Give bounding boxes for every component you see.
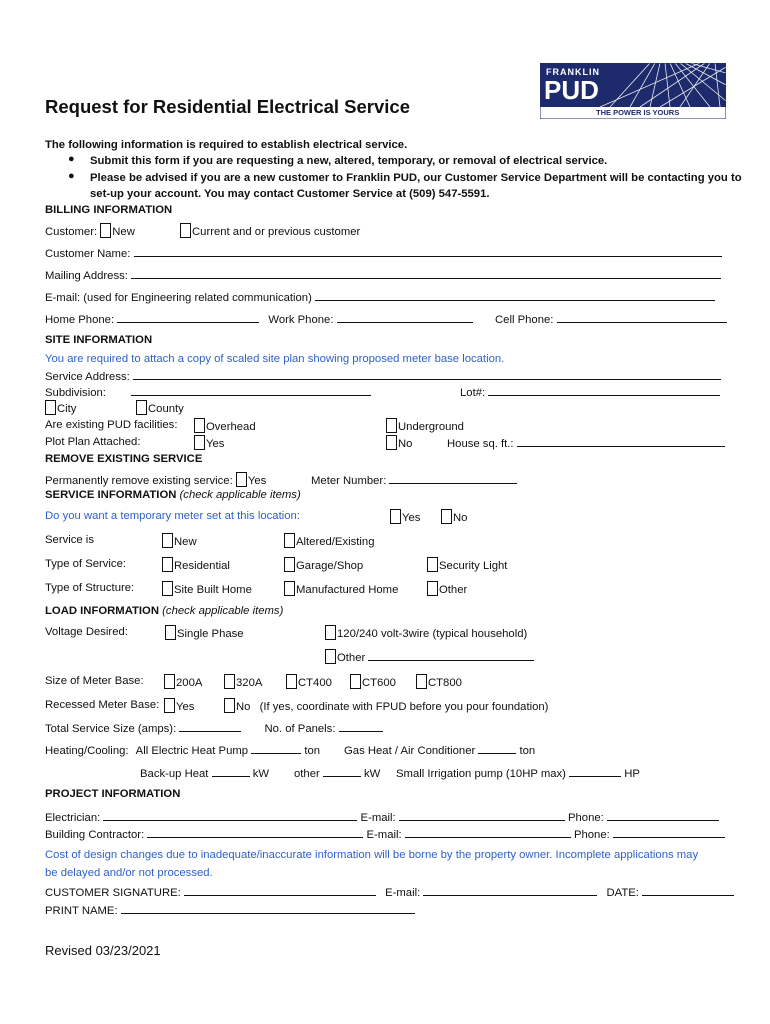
all-electric-label: All Electric Heat Pump xyxy=(135,745,249,757)
cell-phone-field[interactable] xyxy=(557,311,727,323)
electrician-phone-field[interactable] xyxy=(607,809,719,821)
date-field[interactable] xyxy=(642,884,734,896)
temp-no-option xyxy=(441,509,467,525)
mailing-address-field[interactable] xyxy=(131,267,721,279)
contractor-email-label: E-mail: xyxy=(366,829,402,841)
other-kw-field[interactable] xyxy=(323,765,361,777)
site-built-option xyxy=(162,581,252,597)
contractor-email-field[interactable] xyxy=(405,826,571,838)
size-320-label: 320A xyxy=(236,677,263,689)
security-light-label: Security Light xyxy=(439,560,508,572)
other-kw-label: other xyxy=(294,768,320,780)
signature-email-label: E-mail: xyxy=(385,887,421,899)
residential-label: Residential xyxy=(174,560,230,572)
single-phase-checkbox[interactable] xyxy=(165,625,176,640)
recessed-note: (If yes, coordinate with FPUD before you pour foundation) xyxy=(259,701,549,713)
recessed-yes-option xyxy=(164,698,194,714)
house-sqft-row xyxy=(447,435,725,451)
plot-yes-option xyxy=(194,435,224,451)
service-new-option xyxy=(162,533,197,549)
bullet-icon: ● xyxy=(68,153,75,165)
house-sqft-field[interactable] xyxy=(517,435,725,447)
overhead-label: Overhead xyxy=(206,421,256,433)
current-customer-checkbox[interactable] xyxy=(180,223,191,238)
garage-label: Garage/Shop xyxy=(296,560,364,572)
service-address-label: Service Address: xyxy=(45,371,130,383)
manufactured-checkbox[interactable] xyxy=(284,581,295,596)
residential-option xyxy=(162,557,230,573)
security-light-option xyxy=(427,557,507,573)
mailing-address-row xyxy=(45,267,721,283)
heating-row xyxy=(45,742,320,758)
revised-date: Revised 03/23/2021 xyxy=(45,943,161,958)
service-address-field[interactable] xyxy=(133,368,721,380)
service-new-label: New xyxy=(174,536,197,548)
irrigation-row xyxy=(396,765,640,781)
gas-heat-ton: ton xyxy=(519,745,536,757)
lot-label: Lot#: xyxy=(460,387,486,399)
bullet-icon: ● xyxy=(68,170,75,182)
service-altered-option xyxy=(284,533,375,549)
panels-field[interactable] xyxy=(339,720,383,732)
customer-type-row xyxy=(45,223,135,239)
other-kw-unit: kW xyxy=(364,768,381,780)
contractor-field[interactable] xyxy=(147,826,363,838)
work-phone-label: Work Phone: xyxy=(268,314,334,326)
total-size-row xyxy=(45,720,383,736)
size-200-label: 200A xyxy=(176,677,203,689)
type-structure-label: Type of Structure: xyxy=(45,582,135,594)
size-320-option xyxy=(224,674,262,690)
voltage-other-checkbox[interactable] xyxy=(325,649,336,664)
size-320-checkbox[interactable] xyxy=(224,674,235,689)
site-heading: SITE INFORMATION xyxy=(45,334,153,346)
mailing-address-label: Mailing Address: xyxy=(45,270,128,282)
overhead-checkbox[interactable] xyxy=(194,418,205,433)
signature-row xyxy=(45,884,734,900)
cell-phone-label: Cell Phone: xyxy=(495,314,554,326)
page-title: Request for Residential Electrical Service xyxy=(45,96,411,117)
perm-remove-row xyxy=(45,472,266,488)
backup-heat-label: Back-up Heat xyxy=(140,768,209,780)
electrician-field[interactable] xyxy=(103,809,357,821)
temp-yes-option xyxy=(390,509,420,525)
cell-phone-row xyxy=(495,311,727,327)
gas-heat-field[interactable] xyxy=(478,742,516,754)
billing-heading: BILLING INFORMATION xyxy=(45,204,173,216)
residential-checkbox[interactable] xyxy=(162,557,173,572)
underground-checkbox[interactable] xyxy=(386,418,397,433)
subdivision-row xyxy=(45,384,371,400)
temp-no-checkbox[interactable] xyxy=(441,509,452,524)
ct400-option xyxy=(286,674,332,690)
intro-bullet-2b: set-up your account. You may contact Customer Service at (509) 547-5591. xyxy=(90,188,490,200)
project-heading: PROJECT INFORMATION xyxy=(45,788,181,800)
current-customer-label: Current and or previous customer xyxy=(192,226,361,238)
logo-main-text: PUD xyxy=(544,75,599,105)
pud-facilities-label: Are existing PUD facilities: xyxy=(45,419,178,431)
phones-row xyxy=(45,311,473,327)
load-heading: LOAD INFORMATION xyxy=(45,605,160,617)
service-altered-label: Altered/Existing xyxy=(296,536,375,548)
city-label: City xyxy=(57,403,77,415)
new-customer-checkbox[interactable] xyxy=(100,223,111,238)
email-row xyxy=(45,289,715,305)
load-heading-row xyxy=(45,604,283,618)
ct600-label: CT600 xyxy=(362,677,396,689)
intro-lead: The following information is required to establish electrical service. xyxy=(45,139,408,151)
signature-field[interactable] xyxy=(184,884,376,896)
service-is-label: Service is xyxy=(45,534,94,546)
temp-no-label: No xyxy=(453,512,468,524)
county-option xyxy=(136,400,184,416)
total-size-label: Total Service Size (amps): xyxy=(45,723,177,735)
remove-heading: REMOVE EXISTING SERVICE xyxy=(45,453,203,465)
voltage-other-field[interactable] xyxy=(368,649,534,661)
site-built-label: Site Built Home xyxy=(174,584,252,596)
recessed-yes-checkbox[interactable] xyxy=(164,698,175,713)
garage-checkbox[interactable] xyxy=(284,557,295,572)
plot-yes-label: Yes xyxy=(206,438,225,450)
work-phone-field[interactable] xyxy=(337,311,473,323)
volt-120-checkbox[interactable] xyxy=(325,625,336,640)
subdivision-field[interactable] xyxy=(131,384,371,396)
electrician-email-label: E-mail: xyxy=(360,812,396,824)
city-option xyxy=(45,400,76,416)
cost-note-line1: Cost of design changes due to inadequate/inaccurate information will be borne by the property owner. Incomplete applications may xyxy=(45,849,699,861)
plot-no-label: No xyxy=(398,438,413,450)
signature-label: CUSTOMER SIGNATURE: xyxy=(45,887,181,899)
single-phase-label: Single Phase xyxy=(177,628,244,640)
lot-field[interactable] xyxy=(488,384,720,396)
electrician-row xyxy=(45,809,719,825)
contractor-label: Building Contractor: xyxy=(45,829,145,841)
plot-no-checkbox[interactable] xyxy=(386,435,397,450)
voltage-other-option xyxy=(325,649,534,665)
ct600-checkbox[interactable] xyxy=(350,674,361,689)
intro-bullet-1: Submit this form if you are requesting a new, altered, temporary, or removal of electrical service. xyxy=(90,155,608,167)
county-checkbox[interactable] xyxy=(136,400,147,415)
single-phase-option xyxy=(165,625,244,641)
service-heading: SERVICE INFORMATION xyxy=(45,489,177,501)
manufactured-option xyxy=(284,581,398,597)
meter-number-label: Meter Number: xyxy=(311,475,387,487)
overhead-option xyxy=(194,418,256,434)
contractor-phone-label: Phone: xyxy=(573,829,610,841)
contractor-row xyxy=(45,826,725,842)
logo-top-text: FRANKLIN xyxy=(546,67,600,77)
service-altered-checkbox[interactable] xyxy=(284,533,295,548)
plot-no-option xyxy=(386,435,412,451)
contractor-phone-field[interactable] xyxy=(613,826,725,838)
print-name-field[interactable] xyxy=(121,902,415,914)
structure-other-option xyxy=(427,581,467,597)
ct600-option xyxy=(350,674,396,690)
new-customer-label: New xyxy=(112,226,135,238)
county-label: County xyxy=(148,403,184,415)
signature-email-field[interactable] xyxy=(423,884,597,896)
service-heading-row xyxy=(45,488,301,502)
house-sqft-label: House sq. ft.: xyxy=(447,438,514,450)
heat-pump-ton: ton xyxy=(304,745,321,757)
home-phone-field[interactable] xyxy=(117,311,259,323)
volt-120-label: 120/240 volt-3wire (typical household) xyxy=(337,628,528,640)
gas-heat-row xyxy=(344,742,535,758)
intro-bullet-2a: Please be advised if you are a new customer to Franklin PUD, our Customer Service Department will be contacting you to xyxy=(90,172,742,184)
cost-note-line2: be delayed and/or not processed. xyxy=(45,867,213,879)
ct800-option xyxy=(416,674,462,690)
voltage-other-label: Other xyxy=(337,652,366,664)
lot-row xyxy=(460,384,720,400)
email-label: E-mail: (used for Engineering related communication) xyxy=(45,292,312,304)
ct800-checkbox[interactable] xyxy=(416,674,427,689)
total-size-field[interactable] xyxy=(179,720,241,732)
irrigation-field[interactable] xyxy=(569,765,621,777)
structure-other-label: Other xyxy=(439,584,468,596)
perm-remove-checkbox[interactable] xyxy=(236,472,247,487)
temp-yes-checkbox[interactable] xyxy=(390,509,401,524)
perm-remove-yes-label: Yes xyxy=(247,475,267,487)
panels-label: No. of Panels: xyxy=(264,723,336,735)
heating-label: Heating/Cooling: xyxy=(45,745,129,757)
underground-option xyxy=(386,418,464,434)
volt-120-option xyxy=(325,625,527,641)
date-label: DATE: xyxy=(606,887,639,899)
service-heading-note: (check applicable items) xyxy=(179,489,301,501)
voltage-label: Voltage Desired: xyxy=(45,626,128,638)
service-new-checkbox[interactable] xyxy=(162,533,173,548)
backup-heat-kw: kW xyxy=(252,768,270,780)
load-heading-note: (check applicable items) xyxy=(162,605,284,617)
backup-heat-row xyxy=(140,765,269,781)
underground-label: Underground xyxy=(398,421,464,433)
franklin-pud-logo xyxy=(540,63,726,119)
ct400-label: CT400 xyxy=(298,677,332,689)
recessed-no-option xyxy=(224,698,548,714)
meter-number-field[interactable] xyxy=(389,472,517,484)
ct400-checkbox[interactable] xyxy=(286,674,297,689)
manufactured-label: Manufactured Home xyxy=(296,584,399,596)
recessed-yes-label: Yes xyxy=(176,701,195,713)
customer-name-label: Customer Name: xyxy=(45,248,131,260)
logo-tagline: THE POWER IS YOURS xyxy=(596,108,680,117)
type-service-label: Type of Service: xyxy=(45,558,126,570)
electrician-label: Electrician: xyxy=(45,812,101,824)
perm-remove-label: Permanently remove existing service: xyxy=(45,475,233,487)
irrigation-hp: HP xyxy=(624,768,640,780)
email-field[interactable] xyxy=(315,289,715,301)
site-built-checkbox[interactable] xyxy=(162,581,173,596)
recessed-no-checkbox[interactable] xyxy=(224,698,235,713)
electrician-email-field[interactable] xyxy=(399,809,565,821)
meter-base-size-label: Size of Meter Base: xyxy=(45,675,144,687)
subdivision-label: Subdivision: xyxy=(45,387,106,399)
home-phone-label: Home Phone: xyxy=(45,314,115,326)
recessed-label: Recessed Meter Base: xyxy=(45,699,160,711)
recessed-no-label: No xyxy=(236,701,251,713)
customer-name-row xyxy=(45,245,722,261)
plot-yes-checkbox[interactable] xyxy=(194,435,205,450)
electrician-phone-label: Phone: xyxy=(567,812,604,824)
backup-heat-field[interactable] xyxy=(212,765,250,777)
ct800-label: CT800 xyxy=(428,677,462,689)
temp-yes-label: Yes xyxy=(402,512,421,524)
plot-plan-label: Plot Plan Attached: xyxy=(45,436,141,448)
gas-heat-label: Gas Heat / Air Conditioner xyxy=(344,745,476,757)
garage-option xyxy=(284,557,363,573)
current-customer-option xyxy=(180,223,360,239)
city-checkbox[interactable] xyxy=(45,400,56,415)
structure-other-checkbox[interactable] xyxy=(427,581,438,596)
print-name-row xyxy=(45,902,415,918)
other-kw-row xyxy=(294,765,380,781)
customer-label: Customer: xyxy=(45,226,98,238)
heat-pump-field[interactable] xyxy=(251,742,301,754)
service-address-row xyxy=(45,368,721,384)
customer-name-field[interactable] xyxy=(134,245,722,257)
print-name-label: PRINT NAME: xyxy=(45,905,118,917)
site-plan-note: You are required to attach a copy of scaled site plan showing proposed meter base location. xyxy=(45,353,505,365)
meter-number-row xyxy=(311,472,517,488)
security-light-checkbox[interactable] xyxy=(427,557,438,572)
size-200-checkbox[interactable] xyxy=(164,674,175,689)
irrigation-label: Small Irrigation pump (10HP max) xyxy=(396,768,566,780)
size-200-option xyxy=(164,674,202,690)
temp-meter-label: Do you want a temporary meter set at this location: xyxy=(45,510,300,522)
